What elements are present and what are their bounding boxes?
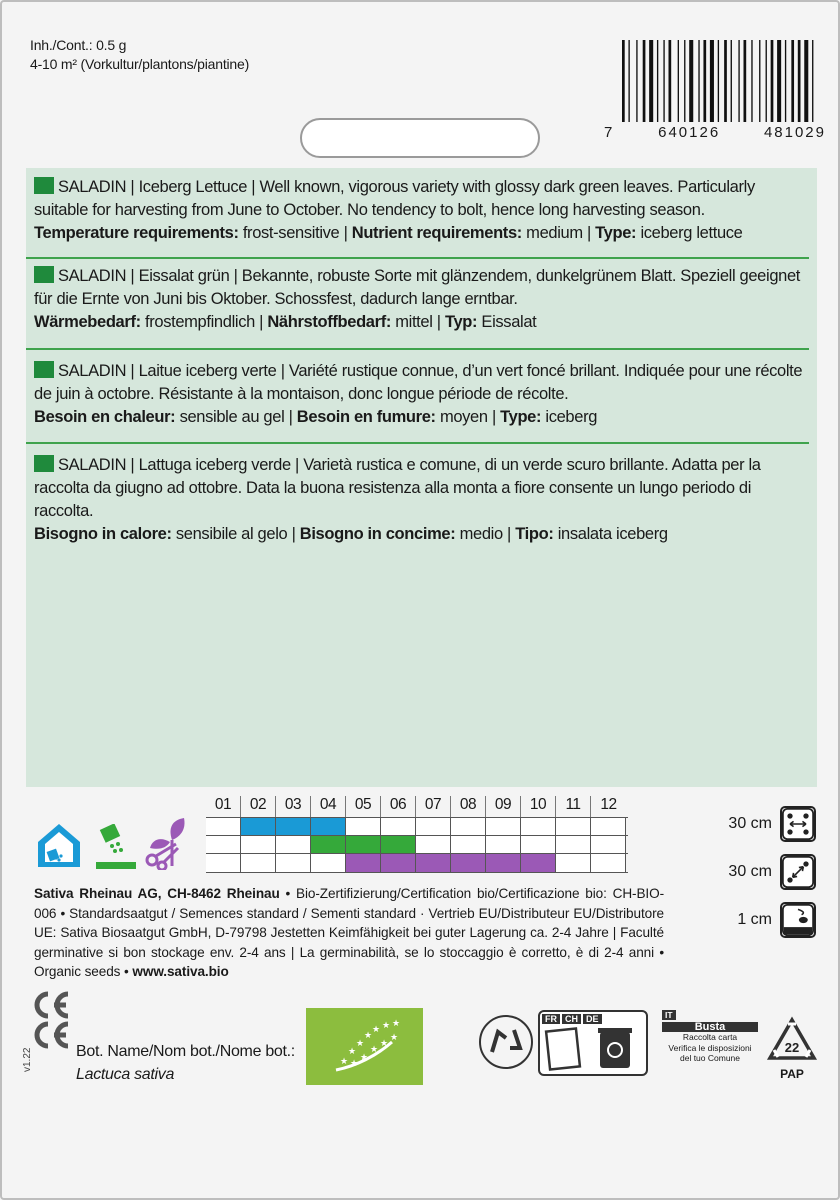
month-label: 11 [556, 796, 591, 818]
content-line: Inh./Cont.: 0.5 g [30, 37, 127, 53]
calendar-cell [381, 854, 416, 872]
calendar-cell [416, 818, 451, 836]
calendar-cell [451, 818, 486, 836]
month-label: 06 [381, 796, 416, 818]
eu-organic-logo [306, 1008, 423, 1085]
barcode-bar [710, 40, 714, 122]
sowing-depth [737, 902, 816, 938]
prop-value: frostempfindlich [144, 313, 255, 331]
description-text: SALADIN | Laitue iceberg verte | Variété rustique connue, d’un vert foncé brillant. Indiquée pour une récolte de juin à octobre. Résistante à la montaison, donc longue période de récolte. [34, 362, 803, 403]
calendar-cell [521, 854, 556, 872]
calendar-cell [276, 854, 311, 872]
section-divider [26, 257, 809, 259]
barcode-bar [698, 40, 699, 122]
section-divider [26, 442, 809, 444]
calendar-cell [451, 854, 486, 872]
calendar-cell [591, 836, 626, 854]
month-label: 10 [521, 796, 556, 818]
calendar-cell [416, 836, 451, 854]
barcode-bar [759, 40, 760, 122]
calendar-cell [451, 836, 486, 854]
barcode-bar [771, 40, 774, 122]
description-text: SALADIN | Iceberg Lettuce | Well known, vigorous variety with glossy dark green leaves. Particularly suitable for harvesting from June to October. No tendency to bolt, hence long harvesting season. [34, 178, 755, 219]
calendar-row-pre-culture [206, 817, 628, 835]
prop-label: Wärmebedarf: [34, 313, 141, 331]
prop-label: Type: [595, 224, 637, 242]
calendar-cell [241, 836, 276, 854]
green-square-icon [34, 455, 54, 472]
sowing-depth-icon [780, 902, 816, 938]
paper-bin-icon [540, 1026, 646, 1072]
prop-value: sensible au gel [179, 408, 285, 426]
calendar-cell [521, 818, 556, 836]
sowing-calendar [206, 817, 628, 873]
calendar-row-harvest [206, 853, 628, 871]
description-fr: SALADIN | Laitue iceberg verte | Variété rustique connue, d’un vert foncé brillant. Indiquée pour une récolte de juin à octobre. Résistante à la montaison, donc longue période de récolte. Besoin en chaleur: sensible au gel | Besoin en fumure: moyen | Type: iceberg [34, 362, 803, 426]
barcode-bar [731, 40, 732, 122]
greenhouse-sowing-icon [34, 820, 84, 870]
country-tags [540, 1012, 646, 1026]
green-square-icon [34, 266, 54, 283]
barcode-bar [649, 40, 653, 122]
row-distance [728, 806, 816, 842]
barcode-bar [684, 40, 685, 122]
barcode-digit-group-1: 640126 [658, 124, 721, 141]
calendar-cell [521, 836, 556, 854]
pap-label: PAP [780, 1067, 804, 1081]
plant-spacing-icon [780, 854, 816, 890]
barcode-digits [604, 124, 826, 141]
description-panel [26, 168, 817, 787]
prop-label: Nährstoffbedarf: [267, 313, 391, 331]
calendar-cell [241, 818, 276, 836]
prop-value: mittel [395, 313, 433, 331]
plant-distance-value: 30 cm [728, 863, 772, 880]
prop-label: Typ: [444, 313, 478, 331]
month-label: 05 [346, 796, 381, 818]
calendar-cell [556, 854, 591, 872]
botanical-species: Lactuca sativa [76, 1066, 175, 1083]
barcode-bar [724, 40, 727, 122]
calendar-cell [591, 818, 626, 836]
legal-text [34, 884, 664, 982]
calendar-cell [486, 818, 521, 836]
it-line-3: del tuo Comune [679, 1053, 740, 1063]
prop-value: moyen [439, 408, 488, 426]
eu-star-icon: ★ [369, 1044, 379, 1054]
calendar-cell [206, 854, 241, 872]
calendar-cell [381, 836, 416, 854]
barcode-digit-lead: 7 [604, 124, 615, 141]
barcode-bar [636, 40, 637, 122]
pap-number: 22 [784, 1040, 800, 1055]
green-square-icon [34, 177, 54, 194]
description-it: SALADIN | Lattuga iceberg verde | Varietà rustica e comune, di un verde scuro brillante. Adatta per la raccolta da giugno ad ottobre. Data la buona resistenza alla monta a fiore consente un lungo periodo di raccolta. Bisogno in calore: sensibile al gelo | Bisogno in concime: medio | Tipo: insalata iceberg [34, 456, 761, 543]
prop-label: Nutrient requirements: [351, 224, 522, 242]
sowing-depth-value: 1 cm [737, 911, 772, 928]
eu-star-icon: ★ [371, 1024, 381, 1034]
country-tag-it: IT [662, 1010, 676, 1020]
eu-star-icon: ★ [363, 1030, 373, 1040]
barcode [620, 40, 820, 122]
it-title: Busta [662, 1022, 758, 1033]
calendar-cell [416, 854, 451, 872]
eu-star-icon: ★ [389, 1032, 399, 1042]
month-label: 01 [206, 796, 241, 818]
barcode-bar [812, 40, 813, 122]
barcode-bar [804, 40, 808, 122]
month-label: 07 [416, 796, 451, 818]
calendar-cell [486, 854, 521, 872]
prop-label: Temperature requirements: [34, 224, 239, 242]
ce-mark-icon [30, 990, 72, 1020]
eu-star-icon: ★ [347, 1046, 357, 1056]
recycle-triangle-icon [766, 1016, 818, 1062]
barcode-bar [643, 40, 646, 122]
prop-label: Bisogno in concime: [299, 525, 456, 543]
calendar-row-planting [206, 835, 628, 853]
barcode-bar [703, 40, 706, 122]
calendar-cell [556, 818, 591, 836]
calendar-bottom-line [206, 872, 628, 873]
barcode-bar [798, 40, 801, 122]
calendar-cell [346, 836, 381, 854]
botanical-label: Bot. Name/Nom bot./Nome bot.: [76, 1043, 295, 1060]
barcode-bar [657, 40, 658, 122]
barcode-bar [744, 40, 747, 122]
it-line-2: Verifica le disposizioni [668, 1042, 752, 1053]
prop-label: Tipo: [515, 525, 554, 543]
calendar-months [206, 796, 628, 818]
italy-disposal-label [662, 1010, 758, 1080]
prop-label: Type: [500, 408, 542, 426]
triman-recycle-icon [478, 1012, 534, 1072]
calendar-cell [591, 854, 626, 872]
calendar-cell [346, 854, 381, 872]
calendar-cell [381, 818, 416, 836]
barcode-bar [785, 40, 786, 122]
calendar-cell [276, 836, 311, 854]
plant-distance [728, 854, 816, 890]
barcode-bar [766, 40, 767, 122]
barcode-bar [669, 40, 672, 122]
month-label: 04 [311, 796, 346, 818]
recycling-info-box [538, 1010, 648, 1076]
green-square-icon [34, 361, 54, 378]
area-line: 4-10 m² (Vorkultur/plantons/piantine) [30, 56, 250, 72]
barcode-bar [689, 40, 693, 122]
row-distance-value: 30 cm [728, 815, 772, 832]
month-label: 09 [486, 796, 521, 818]
description-text: SALADIN | Lattuga iceberg verde | Varietà rustica e comune, di un verde scuro brillante. Adatta per la raccolta da giugno ad ottobre. Data la buona resistenza alla monta a fiore consente un lungo periodo di raccolta. [34, 456, 761, 520]
calendar-cell [556, 836, 591, 854]
prop-value: medio [459, 525, 503, 543]
month-label: 12 [600, 796, 617, 813]
calendar-cell [346, 818, 381, 836]
barcode-bar [777, 40, 781, 122]
calendar-cell [486, 836, 521, 854]
country-tag-ch: CH [562, 1014, 581, 1024]
eu-star-icon: ★ [349, 1058, 359, 1068]
website-link[interactable]: www.sativa.bio [132, 964, 229, 979]
eu-star-icon: ★ [339, 1056, 349, 1066]
prop-value: Eissalat [481, 313, 537, 331]
legal-body: • Bio-Zertifizierung/Certification bio/Certificazione bio: CH-BIO-006 • Standardsaatgut / Semences standard / Sementi standard · Vertrieb EU/Distributeur EU/Distributore UE: Sativa Biosaatgut GmbH, D-79798 Jestetten Keimfähigkeit bei guter Lagerung ca. 2-4 Jahre | Faculté germinative si bon stockage env. 2-4 ans | La germinabilità, se lo stoccaggio è corretto, è di 2-4 anni • Organic seeds • [34, 886, 665, 979]
description-text: SALADIN | Eissalat grün | Bekannte, robuste Sorte mit glänzendem, dunkelgrünem Blatt. Speziell geeignet für die Ernte von Juni bis Oktober. Schossfest, dadurch lange erntbar. [34, 267, 801, 308]
company-name: Sativa Rheinau AG, CH-8462 Rheinau [34, 886, 280, 901]
prop-value: iceberg [545, 408, 598, 426]
month-label: 03 [276, 796, 311, 818]
month-label: 02 [241, 796, 276, 818]
calendar-cell [276, 818, 311, 836]
section-divider [26, 348, 809, 350]
outdoor-sowing-icon [96, 824, 136, 870]
barcode-bar [791, 40, 794, 122]
calendar-cell [206, 836, 241, 854]
it-line-1: Raccolta carta [682, 1032, 738, 1042]
barcode-bar [718, 40, 719, 122]
prop-value: medium [526, 224, 583, 242]
harvest-scissors-icon [142, 814, 194, 870]
barcode-bar [751, 40, 752, 122]
botanical-name [76, 1040, 295, 1086]
barcode-bar [663, 40, 664, 122]
hang-slot [300, 118, 540, 158]
calendar-cell [311, 854, 346, 872]
calendar-cell [311, 836, 346, 854]
country-tag-de: DE [583, 1014, 602, 1024]
description-de: SALADIN | Eissalat grün | Bekannte, robuste Sorte mit glänzendem, dunkelgrünem Blatt. Speziell geeignet für die Ernte von Juni bis Oktober. Schossfest, dadurch lange erntbar. Wärmebedarf: frostempfindlich | Nährstoffbedarf: mittel | Typ: Eissalat [34, 267, 801, 331]
eu-star-icon: ★ [359, 1052, 369, 1062]
version-label: v1.22 [22, 1047, 33, 1072]
eu-star-icon: ★ [391, 1018, 401, 1028]
barcode-bar [622, 40, 625, 122]
prop-value: frost-sensitive [242, 224, 340, 242]
prop-label: Besoin en chaleur: [34, 408, 176, 426]
calendar-cell [241, 854, 276, 872]
prop-value: sensibile al gelo [175, 525, 288, 543]
barcode-bar [678, 40, 679, 122]
calendar-cell [311, 818, 346, 836]
prop-value: insalata iceberg [557, 525, 668, 543]
top-info [30, 36, 249, 74]
prop-label: Bisogno in calore: [34, 525, 172, 543]
prop-label: Besoin en fumure: [296, 408, 436, 426]
eu-star-icon: ★ [379, 1038, 389, 1048]
description-en: SALADIN | Iceberg Lettuce | Well known, vigorous variety with glossy dark green leaves. Particularly suitable for harvesting from June to October. No tendency to bolt, hence long harvesting season. Temperature requirements: frost-sensitive | Nutrient requirements: medium | Type: iceberg lettuce [34, 178, 755, 242]
barcode-bar [738, 40, 739, 122]
ce-mark-icon [30, 1020, 72, 1050]
eu-star-icon: ★ [355, 1038, 365, 1048]
prop-value: iceberg lettuce [640, 224, 743, 242]
country-tag-fr: FR [542, 1014, 560, 1024]
pap-recycle-symbol [766, 1016, 818, 1080]
row-spacing-icon [780, 806, 816, 842]
eu-star-icon: ★ [381, 1020, 391, 1030]
calendar-cell [206, 818, 241, 836]
barcode-digit-group-2: 481029 [763, 124, 826, 141]
month-label: 08 [451, 796, 486, 818]
barcode-bar [628, 40, 629, 122]
